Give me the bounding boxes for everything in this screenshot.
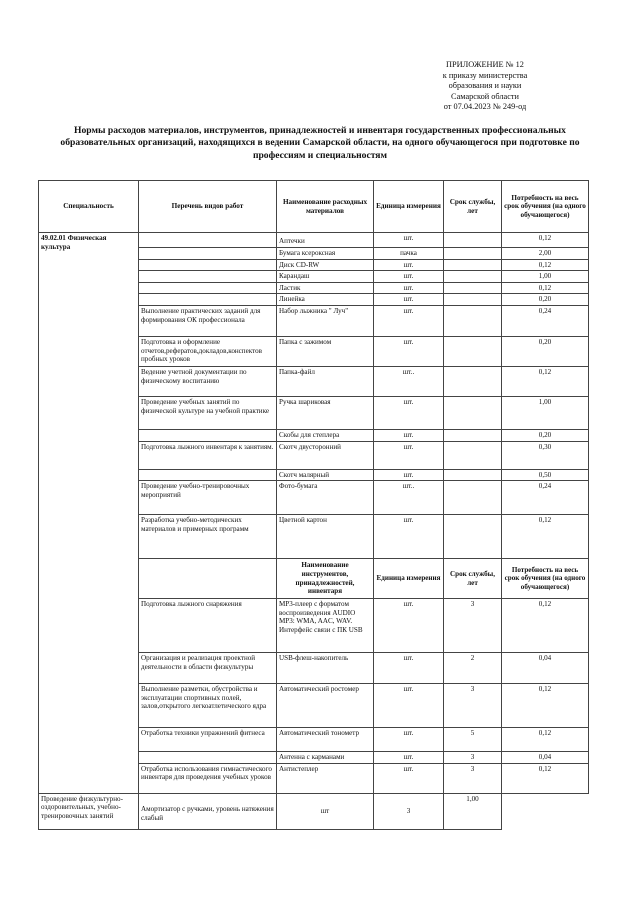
- appendix-line: к приказу министерства: [442, 70, 528, 80]
- need-cell: 0,04: [502, 653, 589, 684]
- need-cell: 0,12: [502, 728, 589, 752]
- work-cell: Выполнение практических заданий для формирования ОК профессионала: [139, 305, 277, 336]
- appendix-line: образования и науки: [448, 81, 522, 91]
- norms-table: [38, 180, 589, 830]
- term-cell: [444, 515, 502, 559]
- item-cell: Аптечки: [277, 233, 374, 248]
- empty-cell: [139, 559, 277, 599]
- header-tools: Наименование инструментов, принадлежностей, инвентаря: [277, 559, 374, 599]
- header-works: Перечень видов работ: [139, 181, 277, 233]
- work-cell: [139, 282, 277, 294]
- term-cell: 3: [374, 793, 444, 829]
- unit-cell: шт.: [374, 396, 444, 429]
- unit-cell: шт.: [374, 653, 444, 684]
- item-cell: Амортизатор с ручками, уровень натяжения слабый: [139, 793, 277, 829]
- work-cell: Выполнение разметки, обустройства и эксплуатации спортивных полей, залов,открытого легкоатлетического ядра: [139, 684, 277, 728]
- work-cell: [139, 233, 277, 248]
- term-cell: [444, 305, 502, 336]
- item-cell: Папка с зажимом: [277, 336, 374, 366]
- header-term-2: Срок службы, лет: [444, 559, 502, 599]
- appendix-line: ПРИЛОЖЕНИЕ № 12: [446, 60, 524, 69]
- work-cell: Организация и реализация проектной деятельности в области физкультуры: [139, 653, 277, 684]
- item-cell: Диск CD-RW: [277, 259, 374, 271]
- work-cell: Ведение учетной документации по физическому воспитанию: [139, 366, 277, 396]
- term-cell: [444, 294, 502, 306]
- need-cell: 1,00: [502, 271, 589, 283]
- item-cell: Линейка: [277, 294, 374, 306]
- term-cell: [444, 282, 502, 294]
- need-cell: 0,30: [502, 441, 589, 469]
- term-cell: 3: [444, 763, 502, 793]
- unit-cell: шт.: [374, 282, 444, 294]
- unit-cell: пачка: [374, 248, 444, 260]
- appendix-line: Самарской области: [451, 91, 519, 101]
- work-cell: [139, 271, 277, 283]
- work-cell: [139, 752, 277, 764]
- unit-cell: шт.: [374, 515, 444, 559]
- term-cell: [444, 248, 502, 260]
- header-need-2: Потребность на весь срок обучения (на одного обучающегося): [502, 559, 589, 599]
- unit-cell: шт.: [374, 684, 444, 728]
- item-cell: USB-флеш-накопитель: [277, 653, 374, 684]
- header-term: Срок службы, лет: [444, 181, 502, 233]
- unit-cell: шт.: [374, 752, 444, 764]
- term-cell: 3: [444, 599, 502, 653]
- need-cell: 0,12: [502, 259, 589, 271]
- item-cell: Фото-бумага: [277, 481, 374, 515]
- unit-cell: шт..: [374, 366, 444, 396]
- work-cell: [139, 259, 277, 271]
- term-cell: [444, 271, 502, 283]
- unit-cell: шт.: [374, 441, 444, 469]
- header-unit-2: Единица измерения: [374, 559, 444, 599]
- term-cell: 5: [444, 728, 502, 752]
- unit-cell: шт.: [374, 294, 444, 306]
- term-cell: [444, 259, 502, 271]
- need-cell: 2,00: [502, 248, 589, 260]
- need-cell: 0,24: [502, 481, 589, 515]
- work-cell: Отработка техники упражнений фитнеса: [139, 728, 277, 752]
- term-cell: [444, 233, 502, 248]
- unit-cell: шт.: [374, 599, 444, 653]
- unit-cell: шт.: [374, 305, 444, 336]
- need-cell: 0,12: [502, 366, 589, 396]
- item-cell: Скобы для степлера: [277, 429, 374, 441]
- item-cell: MP3-плеер с форматом воспроизведения AUDIO MP3: WMA, AAC, WAV. Интерфейс связи с ПК USB: [277, 599, 374, 653]
- work-cell: Подготовка и оформление отчетов,рефератов,докладов,конспектов пробных уроков: [139, 336, 277, 366]
- need-cell: 0,12: [502, 599, 589, 653]
- need-cell: 1,00: [444, 793, 502, 829]
- work-cell: [139, 469, 277, 481]
- document-title: Нормы расходов материалов, инструментов, принадлежностей и инвентаря государственных профессиональных образовательных организаций, находящихся в ведении Самарской области, на одного обучающегося при подготовке по профессиям и специальностям: [60, 125, 580, 161]
- work-cell: [139, 429, 277, 441]
- need-cell: 0,50: [502, 469, 589, 481]
- item-cell: Антистеплер: [277, 763, 374, 793]
- unit-cell: шт.: [374, 336, 444, 366]
- need-cell: 0,12: [502, 233, 589, 248]
- need-cell: 0,20: [502, 294, 589, 306]
- item-cell: Скотч двусторонний: [277, 441, 374, 469]
- term-cell: 3: [444, 684, 502, 728]
- need-cell: 0,20: [502, 336, 589, 366]
- need-cell: 0,12: [502, 282, 589, 294]
- header-materials: Наименование расходных материалов: [277, 181, 374, 233]
- item-cell: Ручка шариковая: [277, 396, 374, 429]
- header-specialty: Специальность: [39, 181, 139, 233]
- need-cell: 0,04: [502, 752, 589, 764]
- need-cell: 0,12: [502, 684, 589, 728]
- item-cell: Автоматический ростомер: [277, 684, 374, 728]
- term-cell: [444, 469, 502, 481]
- term-cell: [444, 366, 502, 396]
- work-cell: Проведение учебных занятий по физической культуре на учебной практике: [139, 396, 277, 429]
- need-cell: 0,12: [502, 763, 589, 793]
- unit-cell: шт..: [374, 481, 444, 515]
- term-cell: 2: [444, 653, 502, 684]
- unit-cell: шт.: [374, 469, 444, 481]
- work-cell: [139, 248, 277, 260]
- term-cell: [444, 396, 502, 429]
- work-cell: Проведение физкультурно-оздоровительных, учебно-тренировочных занятий: [39, 793, 139, 829]
- appendix-block: [420, 60, 550, 113]
- term-cell: [444, 429, 502, 441]
- term-cell: [444, 441, 502, 469]
- unit-cell: шт.: [374, 763, 444, 793]
- table-row: [39, 793, 589, 829]
- unit-cell: шт: [277, 793, 374, 829]
- unit-cell: шт.: [374, 728, 444, 752]
- table-header-row: [39, 181, 589, 233]
- need-cell: 0,12: [502, 515, 589, 559]
- item-cell: Папка-файл: [277, 366, 374, 396]
- item-cell: Автоматический тонометр: [277, 728, 374, 752]
- table-row: [39, 233, 589, 248]
- appendix-line: от 07.04.2023 № 249-од: [443, 102, 527, 112]
- need-cell: 0,20: [502, 429, 589, 441]
- need-cell: 1,00: [502, 396, 589, 429]
- item-cell: Антенна с карманами: [277, 752, 374, 764]
- item-cell: Ластик: [277, 282, 374, 294]
- work-cell: Отработка использования гимнастического инвентаря для проведения учебных уроков: [139, 763, 277, 793]
- work-cell: [139, 294, 277, 306]
- term-cell: [444, 481, 502, 515]
- unit-cell: шт.: [374, 233, 444, 248]
- term-cell: [444, 336, 502, 366]
- unit-cell: шт.: [374, 429, 444, 441]
- item-cell: Набор лыжника " Луч": [277, 305, 374, 336]
- need-cell: 0,24: [502, 305, 589, 336]
- item-cell: Карандаш: [277, 271, 374, 283]
- item-cell: Цветной картон: [277, 515, 374, 559]
- unit-cell: шт.: [374, 271, 444, 283]
- work-cell: Подготовка лыжного инвентаря к занятиям.: [139, 441, 277, 469]
- unit-cell: шт.: [374, 259, 444, 271]
- work-cell: Подготовка лыжного снаряжения: [139, 599, 277, 653]
- work-cell: Разработка учебно-методических материалов и примерных программ: [139, 515, 277, 559]
- item-cell: Бумага ксероксная: [277, 248, 374, 260]
- work-cell: Проведение учебно-тренировочных мероприятий: [139, 481, 277, 515]
- header-unit: Единица измерения: [374, 181, 444, 233]
- term-cell: 3: [444, 752, 502, 764]
- header-need: Потребность на весь срок обучения (на одного обучающегося): [502, 181, 589, 233]
- item-cell: Скотч малярный: [277, 469, 374, 481]
- specialty-cell: 49.02.01 Физическая культура: [39, 233, 139, 794]
